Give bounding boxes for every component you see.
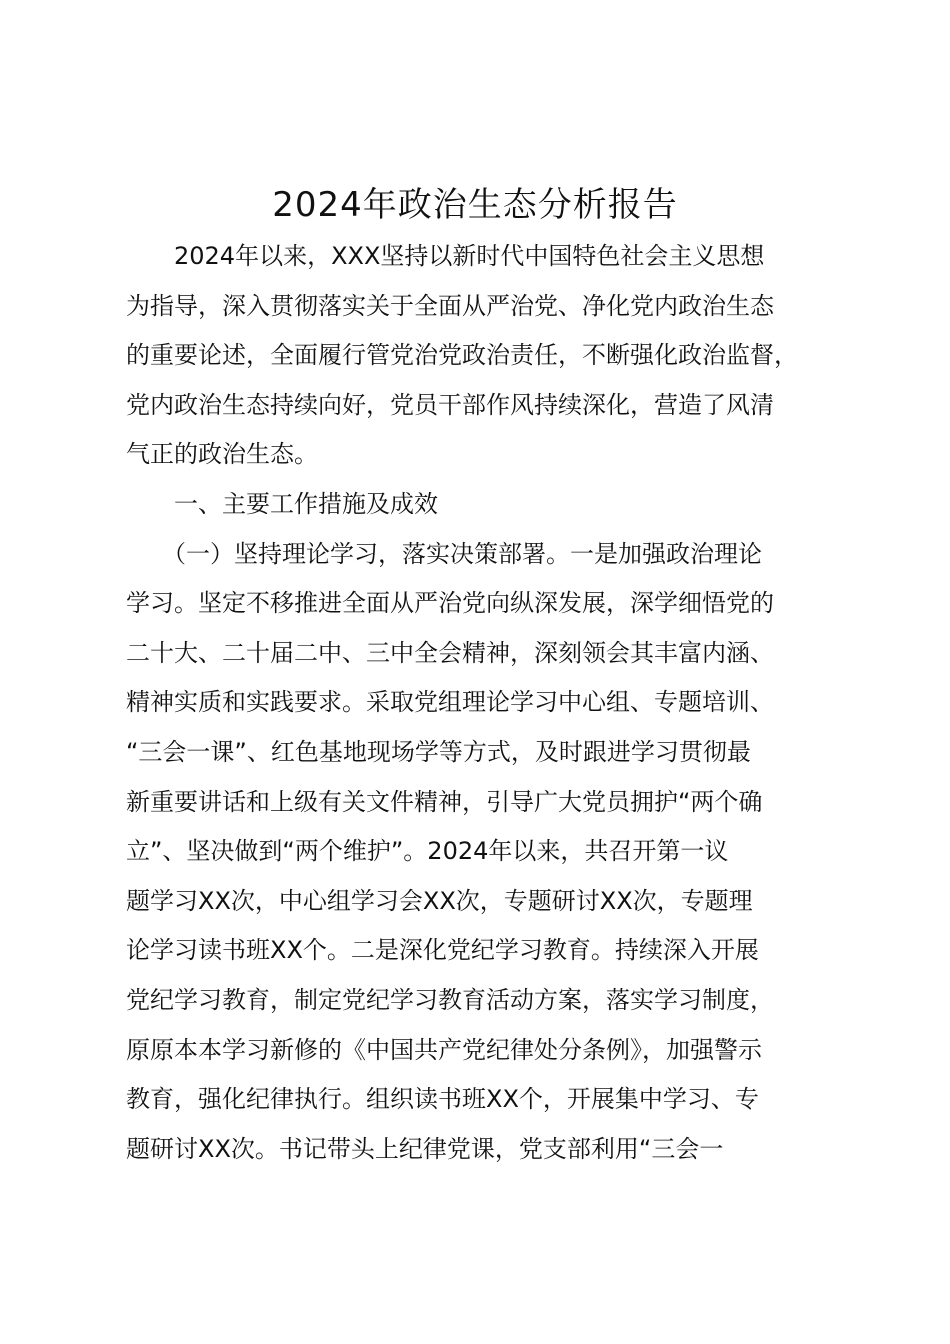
document-title: 2024年政治生态分析报告	[272, 185, 678, 225]
paragraph-line: 党纪学习教育，制定党纪学习教育活动方案，落实学习制度，	[126, 985, 774, 1014]
paragraph-line: 2024年以来，XXX坚持以新时代中国特色社会主义思想	[126, 242, 765, 270]
paragraph-line: 新重要讲话和上级有关文件精神，引导广大党员拥护“两个确	[126, 787, 763, 816]
paragraph-line: 题学习XX次，中心组学习会XX次，专题研讨XX次，专题理	[126, 886, 753, 915]
paragraph-line: 气正的政治生态。	[126, 440, 318, 469]
paragraph-line: 学习。坚定不移推进全面从严治党向纵深发展，深学细悟党的	[126, 589, 774, 618]
paragraph-line: 党内政治生态持续向好，党员干部作风持续深化，营造了风清	[126, 390, 774, 419]
paragraph-line: 论学习读书班XX个。二是深化党纪学习教育。持续深入开展	[126, 936, 759, 965]
paragraph-line: 的重要论述，全面履行管党治党政治责任，不断强化政治监督，	[126, 341, 798, 370]
paragraph-line: 原原本本学习新修的《中国共产党纪律处分条例》，加强警示	[126, 1035, 762, 1064]
paragraph-line: 为指导，深入贯彻落实关于全面从严治党、净化党内政治生态	[126, 291, 774, 320]
paragraph-line: “三会一课”、红色基地现场学等方式，及时跟进学习贯彻最	[126, 737, 751, 766]
paragraph-line: 立”、坚决做到“两个维护”。2024年以来，共召开第一议	[126, 837, 729, 866]
paragraph-line: （一）坚持理论学习，落实决策部署。一是加强政治理论	[126, 539, 762, 568]
document-body	[126, 232, 846, 1174]
section-heading: 一、主要工作措施及成效	[126, 489, 438, 518]
paragraph-line: 精神实质和实践要求。采取党组理论学习中心组、专题培训、	[126, 688, 774, 717]
paragraph-line: 教育，强化纪律执行。组织读书班XX个，开展集中学习、专	[126, 1085, 759, 1114]
paragraph-line: 题研讨XX次。书记带头上纪律党课，党支部利用“三会一	[126, 1134, 724, 1163]
paragraph-line: 二十大、二十届二中、三中全会精神，深刻领会其丰富内涵、	[126, 638, 774, 667]
